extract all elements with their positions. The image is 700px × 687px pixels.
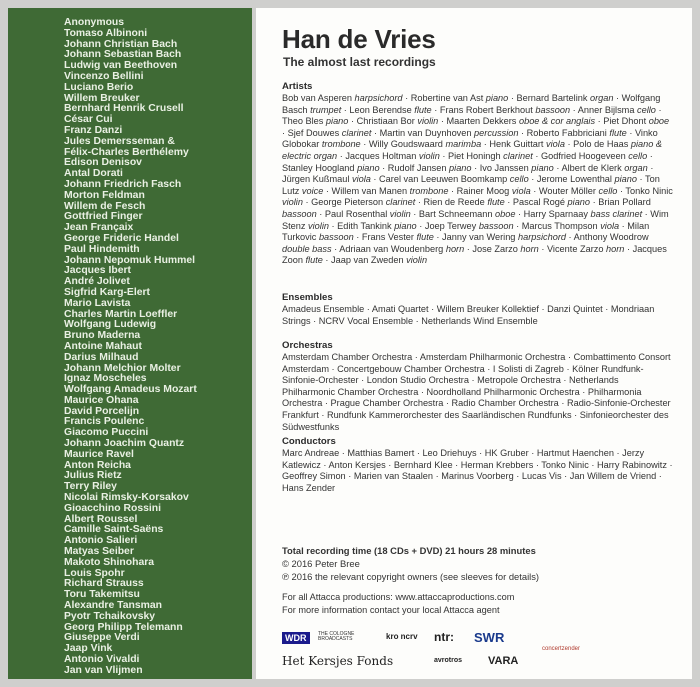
artist-name: Rainer Moog [456, 185, 512, 196]
composer-item: Julius Rietz [64, 470, 122, 482]
artist-name: Jacques Holtman [345, 150, 419, 161]
composer-item: Jean Françaix [64, 222, 134, 234]
artist-name: Willem van Manen [331, 185, 410, 196]
artist-instrument: flute [414, 104, 432, 115]
album-subtitle: The almost last recordings [283, 55, 436, 69]
composer-item: Bruno Maderna [64, 330, 141, 342]
composer-item: Matyas Seiber [64, 546, 134, 558]
composer-item: George Frideric Handel [64, 232, 179, 244]
album-artist-title: Han de Vries [282, 24, 436, 54]
conductor-name: Marinus Voorberg [441, 471, 514, 482]
artist-name: Bernard Bartelink [516, 93, 590, 103]
orchestra-name: Metropole Orchestra [477, 375, 561, 386]
composer-item: Alexandre Tansman [64, 600, 162, 612]
artist-instrument: bassoon [318, 232, 354, 243]
composer-item: Ignaz Moscheles [64, 373, 147, 385]
web-info [282, 591, 674, 617]
artist-name: Willy Goudswaard [368, 139, 446, 150]
composer-item: Jules Demersseman & [64, 135, 175, 147]
artist-instrument: piano [614, 174, 637, 185]
artist-instrument: bass clarinet [590, 208, 643, 219]
artist-instrument: trumpet [310, 104, 342, 115]
conductors-heading: Conductors [282, 436, 336, 447]
conductor-name: Jan Willem de Vriend [569, 471, 657, 482]
artist-name: Piet Dhont [603, 116, 649, 127]
orchestra-name: Noordholland Philharmonic Orchestra [426, 386, 580, 397]
artist-name: Carel van Leeuwen Boomkamp [379, 174, 510, 185]
artist-instrument: percussion [474, 127, 519, 138]
artist-name: Jaap van Zweden [331, 255, 407, 266]
composer-item: Maurice Ohana [64, 394, 139, 406]
conductor-name: Jerzy Katlewicz [282, 448, 645, 470]
composer-item: Johann Joachim Quantz [64, 438, 185, 450]
composer-item: César Cui [64, 114, 113, 126]
composer-item: Johann Nepomuk Hummel [64, 254, 196, 266]
artist-name: Jerome Lowenthal [536, 174, 615, 185]
artist-name: Robertine van Ast [410, 93, 486, 103]
artist-name: Albert de Klerk [561, 162, 625, 173]
conductor-name: Bernhard Klee [393, 459, 453, 470]
artist-instrument: harpsichord [354, 93, 403, 103]
artist-instrument: clarinet [503, 150, 533, 161]
composer-item: Wolfgang Amadeus Mozart [64, 384, 197, 396]
conductor-name: Hartmut Haenchen [536, 448, 614, 458]
composer-item: Jan van Vlijmen [64, 664, 143, 676]
composer-item: Anton Reicha [64, 459, 131, 471]
artist-instrument: organ [590, 93, 614, 103]
artist-name: Brian Pollard [598, 197, 651, 208]
artist-name: Leon Berendse [349, 104, 415, 115]
artist-instrument: piano [485, 93, 509, 103]
orchestra-name: Amsterdam Chamber Orchestra [282, 352, 413, 362]
ensemble-name: Willem Breuker Kollektief [436, 304, 539, 314]
ensembles-section [282, 292, 674, 327]
composer-item: Antal Dorati [64, 168, 123, 180]
wdr-subtitle [318, 632, 354, 642]
composer-panel [8, 8, 252, 679]
artist-instrument: flute [609, 127, 627, 138]
composer-item: Antonio Vivaldi [64, 654, 140, 666]
ensembles-list: Amadeus Ensemble · Amati Quartet · Willem Breuker Kollektief · Danzi Quintet · Mondriaan Strings · NCRV Vocal Ensemble · Netherlands Wind Ensemble [282, 304, 655, 326]
conductor-name: Lucas Vis [521, 471, 562, 482]
artist-name: Jürgen Kußmaul [282, 174, 352, 185]
orchestra-name: Rundfunk Kammerorchester des Saarländischen Rundfunks [326, 409, 572, 420]
recording-info [282, 544, 674, 583]
artist-instrument: oboe [495, 208, 516, 219]
artist-instrument: clarinet [385, 197, 416, 208]
artist-instrument: cello [598, 185, 618, 196]
composer-item: Jaap Vink [64, 643, 113, 655]
orchestra-name: Combattimento Consort Amsterdam [282, 352, 671, 374]
artist-name: Jose Zarzo [472, 243, 521, 254]
composer-item: Wolfgang Ludewig [64, 319, 157, 331]
ensemble-name: Amadeus Ensemble [282, 304, 365, 314]
artist-instrument: viola [351, 174, 371, 185]
artist-name: Frans Robert Berkhout [439, 104, 536, 115]
composer-item: Anonymous [64, 17, 125, 28]
wdr-subtitle-line2: BROADCASTS [318, 636, 353, 642]
artist-name: Harry Sparnaay [523, 208, 591, 219]
ensemble-name: NCRV Vocal Ensemble [318, 315, 414, 326]
artist-instrument: trombone [409, 185, 449, 196]
composer-item: Johann Friedrich Fasch [64, 178, 182, 190]
artist-instrument: horn [445, 243, 465, 254]
orchestra-name: Amsterdam Philharmonic Orchestra [419, 352, 566, 362]
artist-name: Rien de Reede [423, 197, 488, 208]
artist-instrument: flute [487, 197, 505, 208]
ensemble-name: Amati Quartet [371, 304, 429, 314]
conductor-name: Harry Rabinowitz [596, 459, 667, 470]
agent-line: For more information contact your local Attacca agent [282, 605, 500, 615]
conductor-name: Matthias Bamert [347, 448, 415, 458]
conductor-name: Marc Andreae [282, 448, 340, 458]
artist-name: Adriaan van Woudenberg [339, 243, 446, 254]
composer-item: Georg Philipp Telemann [64, 621, 183, 633]
artist-instrument: trombone [321, 139, 361, 150]
artist-instrument: viola [546, 139, 565, 150]
composer-item: Nicolai Rimsky-Korsakov [64, 492, 189, 504]
artist-name: Ton Lutz [282, 174, 660, 196]
artist-name: Jacques Zoon [282, 243, 667, 266]
artist-name: Milan Turkovic [282, 220, 650, 243]
artist-name: Anthony Woodrow [573, 232, 649, 243]
composer-item: Johann Christian Bach [64, 38, 178, 50]
composer-item: Pyotr Tchaikovsky [64, 610, 156, 622]
composer-item: Antonio Salieri [64, 535, 138, 547]
composer-item: Willem Breuker [64, 92, 140, 104]
artist-name: Joep Terwey [424, 220, 479, 231]
ensemble-name: Danzi Quintet [547, 304, 603, 314]
composer-item: Félix-Charles Berthélemy [64, 146, 189, 158]
artist-name: Maarten Dekkers [446, 116, 519, 127]
artist-name: Frans Vester [361, 232, 417, 243]
artist-instrument: violin [418, 150, 440, 161]
artist-instrument: bassoon [478, 220, 514, 231]
artist-instrument: oboe & cor anglais [518, 116, 596, 127]
composer-item: Antoine Mahaut [64, 340, 142, 352]
vara-logo: VARA [488, 655, 519, 667]
copyright-c: © 2016 Peter Bree [282, 558, 360, 569]
conductor-name: Leo Driehuys [422, 448, 477, 458]
artist-name: Polo de Haas [573, 139, 631, 150]
artist-instrument: flute [416, 232, 434, 243]
composer-item: David Porcelijn [64, 405, 140, 417]
conductor-name: Anton Kersjes [328, 459, 386, 470]
orchestra-name: Prague Chamber Orchestra [330, 398, 444, 409]
avrotros-logo: avrotros [434, 657, 463, 664]
composer-item: Terry Riley [64, 481, 117, 493]
artist-instrument: double bass [282, 243, 332, 254]
artists-section [282, 81, 674, 267]
artist-instrument: viola [511, 185, 531, 196]
artist-instrument: piano [394, 220, 417, 231]
composer-item: Gottfried Finger [64, 211, 143, 223]
artist-instrument: clarinet [341, 127, 372, 138]
artist-instrument: violin [308, 220, 329, 231]
total-recording-time: Total recording time (18 CDs + DVD) 21 hours 28 minutes [282, 545, 536, 556]
kro-ncrv-logo: kro ncrv [386, 632, 418, 641]
artist-name: Vinko Globokar [282, 127, 658, 150]
artist-name: Piet Honingh [447, 150, 504, 161]
composer-item: Giacomo Puccini [64, 427, 149, 439]
artist-name: Paul Rosenthal [324, 208, 390, 219]
artist-name: Sjef Douwes [287, 127, 342, 138]
copyright-p: ℗ 2016 the relevant copyright owners (see sleeves for details) [282, 571, 540, 582]
composer-list [64, 18, 197, 677]
artist-instrument: bassoon [535, 104, 571, 115]
artist-instrument: violin [406, 255, 428, 266]
artist-name: Anner Bijlsma [577, 104, 637, 115]
artist-name: Wim Stenz [282, 208, 669, 231]
composer-item: Tomaso Albinoni [64, 27, 148, 39]
composer-item: Willem de Fesch [64, 200, 146, 212]
concertzender-logo: concertzender [542, 646, 581, 652]
artist-instrument: violin [389, 208, 411, 219]
orchestra-name: Philharmonia Orchestra [282, 386, 642, 409]
ensemble-name: Mondriaan Strings [282, 304, 655, 326]
composer-item: Mario Lavista [64, 297, 131, 309]
artist-name: Tonko Ninic [625, 185, 673, 196]
conductor-name: Hans Zender [282, 482, 336, 493]
composer-item: Camille Saint-Saëns [64, 524, 164, 536]
artist-name: Theo Bles [282, 116, 326, 127]
artist-name: George Pieterson [311, 197, 386, 208]
artist-instrument: violin [417, 116, 439, 127]
artist-instrument: cello [637, 104, 656, 115]
artist-instrument: harpsichord [517, 232, 566, 243]
artist-instrument: voice [301, 185, 324, 196]
ntr-logo: ntr: [434, 630, 454, 644]
artist-instrument: piano [325, 116, 349, 127]
conductors-section [282, 436, 674, 494]
artist-name: Bob van Asperen [282, 93, 355, 103]
artist-name: Edith Tankink [337, 220, 395, 231]
orchestra-name: Radio Chamber Orchestra [451, 398, 559, 409]
composer-item: Charles Martin Loeffler [64, 308, 178, 320]
ensemble-name: Netherlands Wind Ensemble [421, 315, 538, 326]
orchestra-name: Netherlands Philharmonic Chamber Orchestra [282, 375, 619, 397]
artist-instrument: viola [600, 220, 620, 231]
composer-item: Toru Takemitsu [64, 589, 140, 601]
orchestra-name: Kölner Rundfunk-Sinfonie-Orchester [282, 363, 644, 386]
composer-item: Gioacchino Rossini [64, 502, 161, 514]
artist-instrument: piano [449, 162, 472, 173]
artist-instrument: bassoon [282, 208, 317, 219]
swr-logo: SWR [474, 630, 505, 645]
artist-name: Christiaan Bor [356, 116, 418, 127]
orchestra-name: Concertgebouw Chamber Orchestra [337, 363, 485, 374]
composer-item: André Jolivet [64, 276, 130, 288]
artist-name: Janny van Wering [442, 232, 518, 243]
artist-name: Rudolf Jansen [387, 162, 450, 173]
composer-item: Morton Feldman [64, 189, 145, 201]
conductor-name: Tonko Ninic [541, 459, 589, 470]
composer-item: Bernhard Henrik Crusell [64, 103, 184, 115]
artist-instrument: cello [509, 174, 529, 185]
artist-name: Martin van Duynhoven [379, 127, 475, 138]
artist-name: Marcus Thompson [521, 220, 601, 231]
composer-item: Ludwig van Beethoven [64, 60, 178, 72]
artist-name: Wouter Möller [538, 185, 599, 196]
artist-name: Henk Guittart [489, 139, 547, 150]
artist-instrument: marimba [445, 139, 482, 150]
orchestra-name: London Studio Orchestra [366, 375, 469, 386]
artist-name: Pascal Rogé [512, 197, 568, 208]
composer-item: Franz Danzi [64, 124, 123, 136]
kersjes-fonds-logo: Het Kersjes Fonds [282, 654, 394, 668]
artist-instrument: oboe [648, 116, 670, 127]
conductor-name: HK Gruber [484, 448, 529, 458]
composer-item: Makoto Shinohara [64, 556, 155, 568]
composer-item: Francis Poulenc [64, 416, 145, 428]
artist-instrument: violin [282, 197, 303, 208]
orchestra-name: Radio-Sinfonie-Orchester Frankfurt [282, 398, 671, 420]
artists-list: Bob van Asperen harpsichord · Robertine van Ast piano · Bernard Bartelink organ · Wolfgang Basch trumpet · Leon Berendse flute · Frans Robert Berkhout bassoon · Anner Bijlsma cello · Theo Bles piano · Christiaan Bor violin · Maarten Dekkers oboe & cor anglais · Piet Dhont oboe · Sjef Douwes clarinet · Martin van Duynhoven percussion · Roberto Fabbriciani flute · Vinko Globokar trombone · Willy Goudswaard marimba · Henk Guittart viola · Polo de Haas piano & electric organ · Jacques Holtman violin · Piet Honingh clarinet · Godfried Hoogeveen cello · Stanley Hoogland piano · Rudolf Jansen piano · Ivo Janssen piano · Albert de Klerk organ · Jürgen Kußmaul viola · Carel van Leeuwen Boomkamp cello · Jerome Lowenthal piano · Ton Lutz voice · Willem van Manen trombone · Rainer Moog viola · Wouter Möller cello · Tonko Ninic violin · George Pieterson clarinet · Rien de Reede flute · Pascal Rogé piano · Brian Pollard bassoon · Paul Rosenthal violin · Bart Schneemann oboe · Harry Sparnaay bass clarinet · Wim Stenz violin · Edith Tankink piano · Joep Terwey bassoon · Marcus Thompson viola · Milan Turkovic bassoon · Frans Vester flute · Janny van Wering harpsichord · Anthony Woodrow double bass · Adriaan van Woudenberg horn · Jose Zarzo horn · Vicente Zarzo horn · Jacques Zoon flute · Jaap van Zweden violin [282, 93, 673, 266]
artist-name: Ivo Janssen [479, 162, 532, 173]
ensembles-heading: Ensembles [282, 292, 333, 303]
artist-name: Vicente Zarzo [546, 243, 607, 254]
conductor-name: Herman Krebbers [460, 459, 534, 470]
artist-name: Godfried Hoogeveen [540, 150, 629, 161]
artist-name: Bart Schneemann [418, 208, 496, 219]
composer-item: Jacques Ibert [64, 265, 131, 277]
composer-item: Giuseppe Verdi [64, 632, 140, 644]
orchestra-name: I Solisti di Zagreb [492, 363, 564, 374]
orchestras-section [282, 340, 674, 433]
artist-instrument: piano [531, 162, 554, 173]
artist-instrument: piano & electric organ [282, 139, 663, 161]
orchestras-list: Amsterdam Chamber Orchestra · Amsterdam Philharmonic Orchestra · Combattimento Consort Amsterdam · Concertgebouw Chamber Orchestra · I Solisti di Zagreb · Kölner Rundfunk-Sinfonie-Orchester · London Studio Orchestra · Metropole Orchestra · Netherlands Philharmonic Chamber Orchestra · Noordholland Philharmonic Orchestra · Philharmonia Orchestra · Prague Chamber Orchestra · Radio Chamber Orchestra · Radio-Sinfonie-Orchester Frankfurt · Rundfunk Kammerorchester des Saarländischen Rundfunks · Sinfonieorchester des Südwestfunks [282, 352, 671, 432]
composer-item: Edison Denisov [64, 157, 142, 169]
orchestras-heading: Orchestras [282, 340, 333, 351]
credits-panel [256, 8, 692, 679]
composer-item: Luciano Berio [64, 81, 134, 93]
wdr-subtitle-line1: THE COLOGNE [318, 631, 355, 637]
sponsor-logos [282, 630, 674, 672]
composer-item: Sigfrid Karg-Elert [64, 286, 151, 298]
composer-item: Paul Hindemith [64, 243, 140, 255]
composer-item: Richard Strauss [64, 578, 144, 590]
composer-item: Johann Sebastian Bach [64, 49, 182, 61]
composer-item: Darius Milhaud [64, 351, 139, 363]
composer-item: Maurice Ravel [64, 448, 134, 460]
conductors-list: Marc Andreae · Matthias Bamert · Leo Driehuys · HK Gruber · Hartmut Haenchen · Jerzy Katlewicz · Anton Kersjes · Bernhard Klee · Herman Krebbers · Tonko Ninic · Harry Rabinowitz · Geoffrey Simon · Marien van Staalen · Marinus Voorberg · Lucas Vis · Jan Willem de Vriend · Hans Zender [282, 448, 673, 493]
artist-name: Roberto Fabbriciani [526, 127, 610, 138]
artists-heading: Artists [282, 81, 313, 92]
artist-instrument: piano [567, 197, 591, 208]
artist-name: Stanley Hoogland [282, 162, 358, 173]
composer-item: Johann Melchior Molter [64, 362, 181, 374]
composer-item: Albert Roussel [64, 513, 138, 525]
artist-name: Wolfgang Basch [282, 93, 661, 115]
orchestra-name: Sinfonieorchester des Südwestfunks [282, 409, 669, 432]
composer-item: Louis Spohr [64, 567, 125, 579]
artist-instrument: horn [606, 243, 625, 254]
artist-instrument: organ [624, 162, 648, 173]
website-line: For all Attacca productions: www.attaccaproductions.com [282, 592, 515, 602]
artist-instrument: piano [357, 162, 380, 173]
composer-item: Vincenzo Bellini [64, 70, 144, 82]
artist-instrument: flute [305, 255, 323, 266]
artist-instrument: horn [520, 243, 539, 254]
wdr-logo: WDR [282, 632, 310, 644]
artist-instrument: cello [628, 150, 648, 161]
conductor-name: Marien van Staalen [353, 471, 434, 482]
conductor-name: Geoffrey Simon [282, 471, 346, 482]
